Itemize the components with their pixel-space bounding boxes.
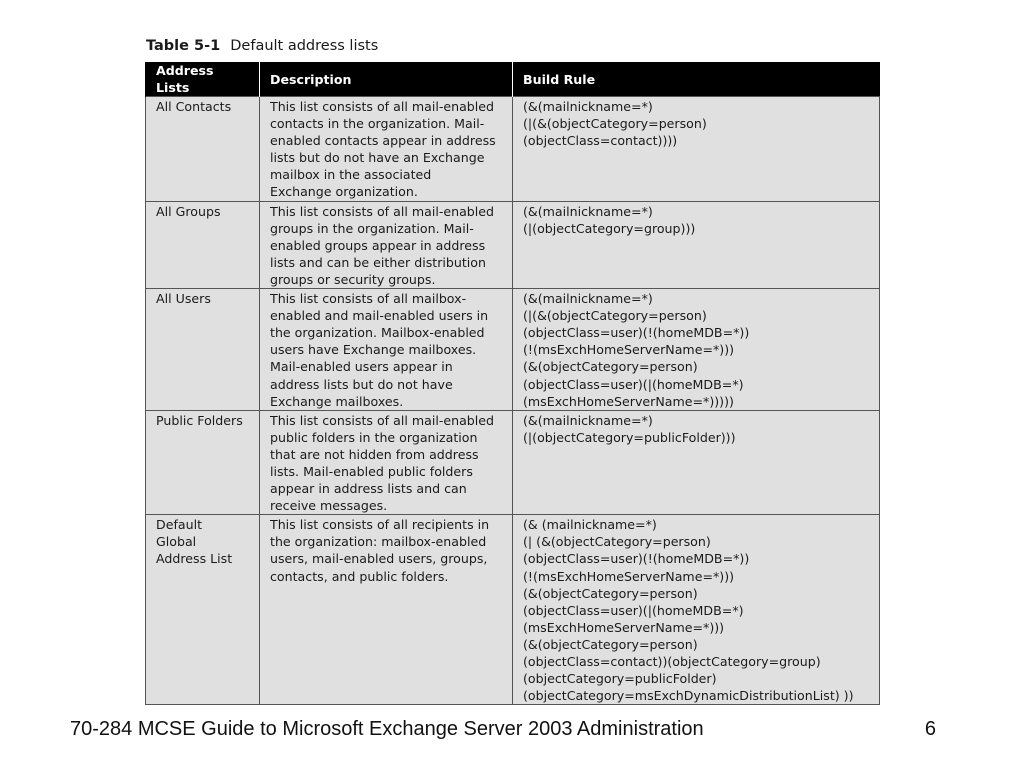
table-row: [146, 515, 880, 705]
address-list-build-rule: (&(mailnickname=*) (|(objectCategory=publicFolder))): [513, 410, 880, 515]
table-row: [146, 97, 880, 202]
address-list-name: Public Folders: [146, 410, 260, 515]
table-row: [146, 410, 880, 515]
column-header-address-lists: Address Lists: [146, 62, 260, 97]
table-header-row: [146, 62, 880, 97]
column-header-build-rule: Build Rule: [513, 62, 880, 97]
address-list-description: This list consists of all mailbox- enabled and mail-enabled users in the organization. Mailbox-enabled users have Exchange mailboxes. Mail-enabled users appear in address lists but do not have Exchange mailboxes.: [260, 289, 513, 411]
slide-page-number: 6: [924, 718, 936, 740]
address-list-build-rule: (&(mailnickname=*) (|(&(objectCategory=person) (objectClass=user)(!(homeMDB=*)) (!(msExchHomeServerName=*))) (&(objectCategory=person) (objectClass=user)(|(homeMDB=*) (msExchHomeServerName=*))))): [513, 289, 880, 411]
footer-course-title: 70-284 MCSE Guide to Microsoft Exchange Server 2003 Administration: [70, 718, 704, 740]
table-row: [146, 289, 880, 411]
address-list-name: All Groups: [146, 201, 260, 288]
address-list-description: This list consists of all mail-enabled groups in the organization. Mail- enabled groups appear in address lists and can be either distribution groups or security groups.: [260, 201, 513, 288]
table-number: Table 5-1: [146, 38, 221, 54]
table-title: Default address lists: [230, 38, 379, 54]
address-list-build-rule: (& (mailnickname=*) (| (&(objectCategory=person) (objectClass=user)(!(homeMDB=*)) (!(msExchHomeServerName=*))) (&(objectCategory=person) (objectClass=user)(|(homeMDB=*) (msExchHomeServerName=*))) (&(objectCategory=person) (objectClass=contact))(objectCategory=group) (objectCategory=publicFolder) (objectCategory=msExchDynamicDistributionList) )): [513, 515, 880, 705]
address-list-name: All Contacts: [146, 97, 260, 202]
address-list-name: All Users: [146, 289, 260, 411]
column-header-description: Description: [260, 62, 513, 97]
address-list-description: This list consists of all recipients in the organization: mailbox-enabled users, mail-enabled users, groups, contacts, and public folders.: [260, 515, 513, 705]
address-list-name: Default Global Address List: [146, 515, 260, 705]
address-list-build-rule: (&(mailnickname=*) (|(&(objectCategory=person) (objectClass=contact)))): [513, 97, 880, 202]
address-list-description: This list consists of all mail-enabled contacts in the organization. Mail- enabled contacts appear in address lists but do not have an Exchange mailbox in the associated Exchange organization.: [260, 97, 513, 202]
table-caption: [146, 38, 378, 54]
table-row: [146, 201, 880, 288]
address-list-description: This list consists of all mail-enabled public folders in the organization that are not hidden from address lists. Mail-enabled public folders appear in address lists and can receive messages.: [260, 410, 513, 515]
address-list-build-rule: (&(mailnickname=*) (|(objectCategory=group))): [513, 201, 880, 288]
address-lists-table: [145, 62, 880, 705]
